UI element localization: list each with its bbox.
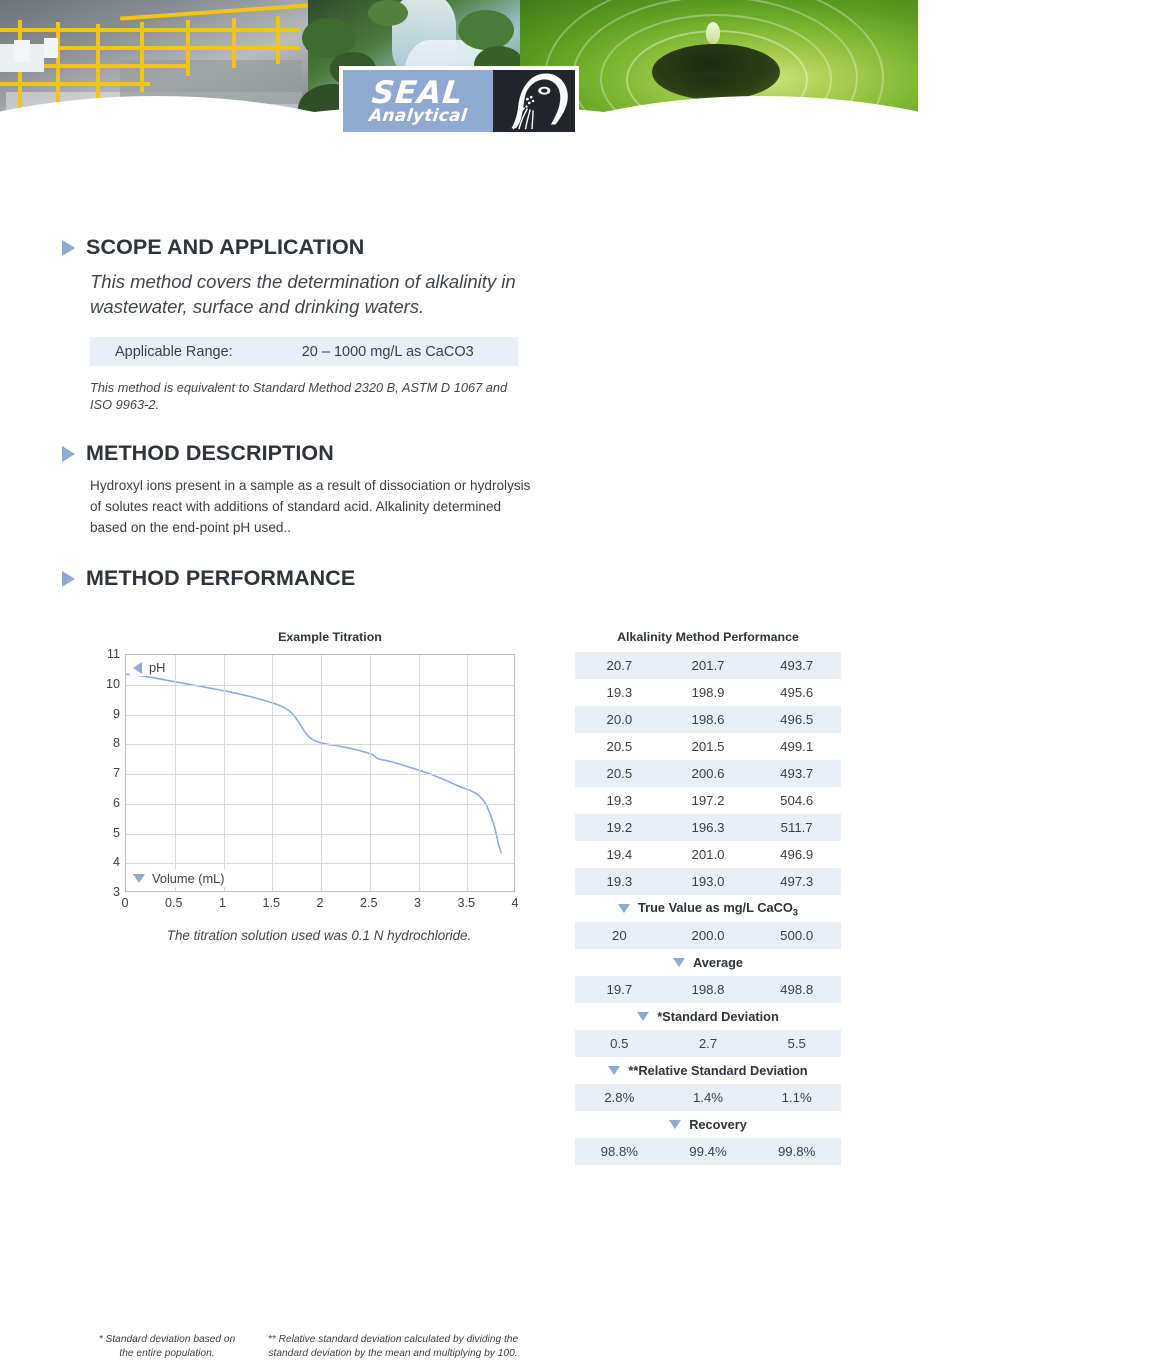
chart-gridline-vertical: [224, 655, 225, 891]
table-cell: 493.7: [780, 766, 814, 781]
table-row: [575, 814, 841, 841]
table-section-label: *Standard Deviation: [657, 1009, 779, 1024]
chart-gridline-horizontal: [126, 744, 514, 745]
table-row: [575, 1138, 841, 1165]
table-cell: 19.2: [606, 820, 633, 835]
triangle-bullet-icon: [62, 446, 75, 462]
chart-gridline-vertical: [370, 655, 371, 891]
table-cell: 0.5: [610, 1036, 629, 1051]
chart-gridline-vertical: [419, 655, 420, 891]
table-cell: 497.3: [780, 874, 814, 889]
table-cell: 20: [612, 928, 627, 943]
table-section-header: [575, 949, 841, 976]
table-row: [575, 652, 841, 679]
table-row: [575, 787, 841, 814]
table-cell: 200.6: [691, 766, 725, 781]
chart-x-axis-title: Volume (mL): [152, 871, 225, 886]
table-cell: 196.3: [691, 820, 725, 835]
chart-y-axis-labels: [96, 647, 120, 899]
table-cell: 2.7: [698, 1036, 718, 1051]
chart-x-tick-label: 1: [218, 896, 227, 910]
table-cell: 198.9: [691, 685, 725, 700]
chart-y-tick-label: 3: [112, 885, 120, 899]
table-section-header: [575, 1003, 841, 1030]
chart-gridline-vertical: [321, 655, 322, 891]
table-row: [575, 733, 841, 760]
applicable-range-value: 20 – 1000 mg/L as CaCO3: [301, 343, 474, 360]
table-cell: 496.9: [780, 847, 814, 862]
table-cell: 198.6: [691, 712, 725, 727]
table-cell: 2.8%: [604, 1090, 635, 1105]
triangle-down-icon: [673, 958, 685, 967]
table-cell: 499.1: [780, 739, 814, 754]
seal-analytical-logo: [339, 66, 579, 136]
footnotes: [96, 1333, 526, 1361]
chart-body: [96, 647, 536, 910]
table-cell: 1.1%: [781, 1090, 812, 1105]
document-body: [0, 235, 918, 1359]
table-cell: 20.5: [606, 739, 633, 754]
table-cell: 504.6: [780, 793, 814, 808]
performance-table-title: Alkalinity Method Performance: [617, 630, 799, 644]
triangle-bullet-icon: [62, 571, 75, 587]
chart-gridline-vertical: [175, 655, 176, 891]
table-row: [575, 841, 841, 868]
table-row: [575, 1084, 841, 1111]
table-cell: 193.0: [691, 874, 725, 889]
table-cell: 1.4%: [692, 1090, 724, 1105]
chart-y-tick-label: 9: [112, 706, 120, 721]
chart-y-tick-label: 5: [112, 825, 120, 840]
chart-gridline-vertical: [467, 655, 468, 891]
chart-gridline-horizontal: [126, 863, 514, 864]
chart-gridline-horizontal: [126, 804, 514, 805]
table-row: [575, 679, 841, 706]
table-cell: 200.0: [691, 928, 725, 943]
table-cell: 20.5: [606, 766, 633, 781]
section-header-description: [62, 441, 918, 466]
chart-y-axis-title: pH: [149, 660, 166, 675]
performance-table: [575, 630, 841, 1165]
chart-caption: The titration solution used was 0.1 N hydrochloride.: [166, 928, 472, 943]
chart-y-tick-label: 4: [112, 855, 120, 870]
chart-x-tick-label: 2: [316, 896, 324, 910]
table-cell: 19.4: [606, 847, 633, 862]
titration-chart: [96, 630, 536, 943]
table-row: [575, 706, 841, 733]
logo-secondary-text: Analytical: [368, 106, 469, 127]
section-header-performance: [62, 566, 918, 591]
table-cell: 20.0: [606, 712, 633, 727]
triangle-down-icon: [608, 1066, 620, 1075]
table-section-header: [575, 895, 841, 922]
table-cell: 19.7: [606, 982, 633, 997]
chart-x-axis-labels: [121, 896, 519, 914]
triangle-left-icon: [133, 662, 142, 674]
table-row: [575, 976, 841, 1003]
chart-x-tick-label: 3: [413, 896, 422, 910]
chart-x-tick-label: 2.5: [359, 896, 378, 910]
footnote-standard-deviation: * Standard deviation based on the entire population.: [98, 1334, 236, 1359]
chart-y-tick-label: 10: [105, 676, 120, 691]
table-cell: 511.7: [780, 820, 813, 835]
table-section-label: **Relative Standard Deviation: [628, 1063, 808, 1078]
chart-x-axis-tag: [130, 870, 230, 887]
logo-wordmark: [343, 70, 493, 132]
chart-plot-area: [125, 654, 515, 892]
triangle-down-icon: [669, 1120, 681, 1129]
table-section-label: True Value as mg/L CaCO$_3$: [637, 899, 799, 918]
chart-gridline-horizontal: [126, 774, 514, 775]
table-cell: 197.2: [691, 793, 725, 808]
section-header-scope: [62, 235, 918, 260]
table-cell: 19.3: [606, 685, 633, 700]
table-cell: 98.8%: [600, 1144, 639, 1159]
triangle-down-icon: [133, 874, 145, 883]
chart-x-tick-label: 0: [121, 896, 129, 910]
chart-y-axis-tag: [130, 659, 170, 676]
table-cell: 500.0: [780, 928, 814, 943]
equivalence-note: This method is equivalent to Standard Method 2320 B, ASTM D 1067 and ISO 9963-2.: [90, 380, 508, 413]
header-banner: [0, 0, 918, 152]
table-row: [575, 760, 841, 787]
seal-head-icon: [493, 70, 575, 132]
table-cell: 498.8: [780, 982, 814, 997]
table-section-label: Recovery: [689, 1117, 747, 1132]
table-cell: 20.7: [606, 658, 633, 673]
table-row: [575, 1030, 841, 1057]
table-cell: 201.5: [691, 739, 725, 754]
chart-x-tick-label: 0.5: [164, 896, 183, 910]
applicable-range-label: Applicable Range:: [115, 343, 233, 360]
table-cell: 198.8: [691, 982, 725, 997]
section-title-performance: METHOD PERFORMANCE: [86, 566, 356, 591]
logo-primary-text: SEAL: [370, 74, 466, 111]
applicable-range-box: [90, 337, 518, 366]
table-row: [575, 868, 841, 895]
chart-gridline-horizontal: [126, 685, 514, 686]
chart-x-tick-label: 1.5: [262, 896, 281, 910]
table-section-header: [575, 1111, 841, 1138]
table-row: [575, 922, 841, 949]
triangle-down-icon: [618, 904, 630, 913]
table-cell: 495.6: [780, 685, 814, 700]
table-section-label: Average: [692, 955, 744, 970]
table-cell: 19.3: [606, 874, 633, 889]
footnote-relative-standard-deviation: ** Relative standard deviation calculated by dividing the standard deviation by the mean and multiplying by 100.: [267, 1334, 519, 1359]
triangle-bullet-icon: [62, 240, 75, 256]
chart-x-tick-label: 4: [511, 896, 519, 910]
chart-gridline-vertical: [272, 655, 273, 891]
table-cell: 19.3: [606, 793, 633, 808]
table-section-header: [575, 1057, 841, 1084]
section-title-description: METHOD DESCRIPTION: [86, 441, 334, 466]
section-title-scope: SCOPE AND APPLICATION: [86, 235, 365, 259]
chart-y-tick-label: 7: [112, 766, 120, 780]
triangle-down-icon: [637, 1012, 649, 1021]
table-cell: 493.7: [780, 658, 814, 673]
chart-gridline-horizontal: [126, 715, 514, 716]
scope-intro-text: This method covers the determination of alkalinity in wastewater, surface and drinking waters.: [90, 271, 516, 317]
table-cell: 5.5: [787, 1036, 806, 1051]
chart-x-tick-label: 3.5: [457, 896, 476, 910]
table-cell: 201.0: [691, 847, 725, 862]
table-cell: 99.4%: [689, 1144, 727, 1159]
table-cell: 99.8%: [777, 1144, 816, 1159]
chart-y-tick-label: 6: [112, 795, 120, 810]
chart-y-tick-label: 8: [112, 736, 120, 751]
performance-table-rows: [575, 652, 841, 1165]
table-cell: 496.5: [780, 712, 814, 727]
table-cell: 201.7: [691, 658, 725, 673]
chart-gridline-horizontal: [126, 834, 514, 835]
chart-y-tick-label: 11: [106, 647, 120, 661]
method-description-text: Hydroxyl ions present in a sample as a result of dissociation or hydrolysis of solutes react with additions of standard acid. Alkalinity determined based on the end-point pH used..: [90, 478, 531, 535]
chart-title: Example Titration: [278, 630, 382, 644]
